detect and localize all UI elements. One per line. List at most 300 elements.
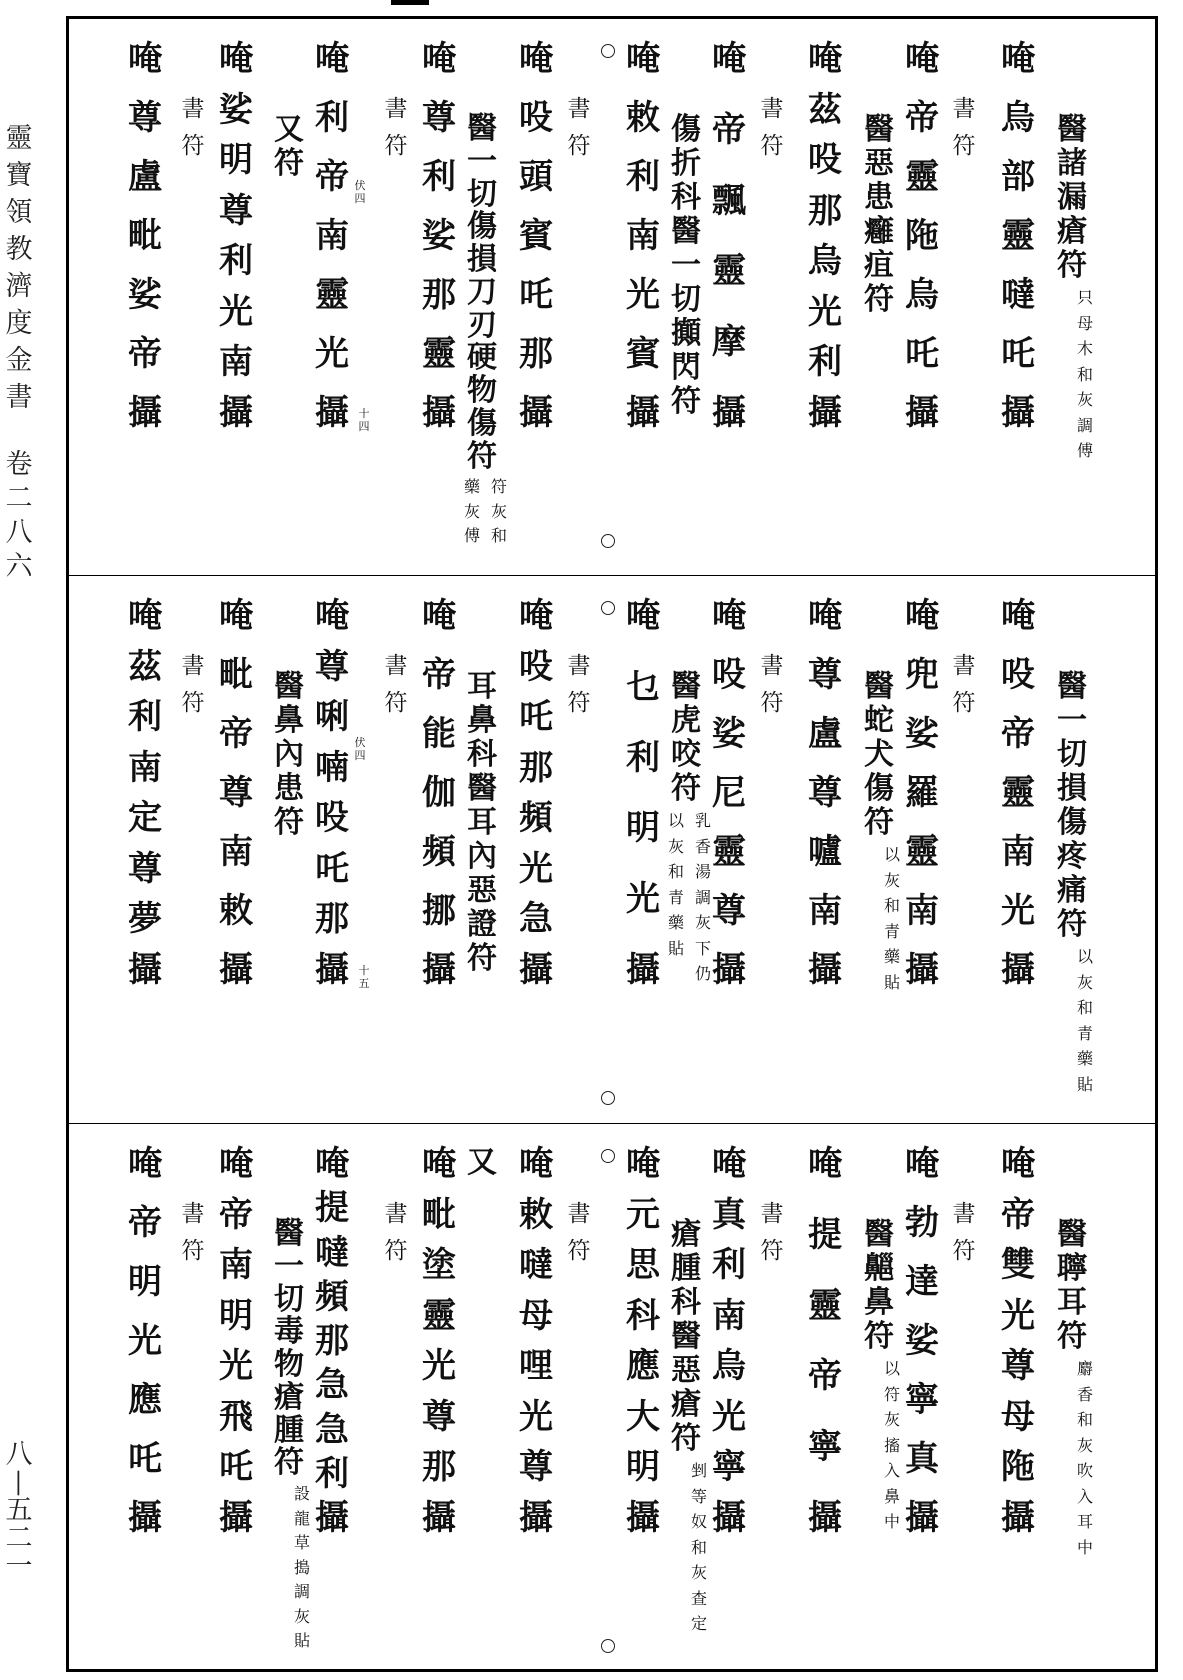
character: 書 [567,653,591,679]
character: 唵 [712,1144,746,1184]
character: 唎 [315,697,349,738]
character: 虎 [671,703,701,738]
character: 符 [760,1238,784,1264]
character: 領 [5,197,33,228]
note-column [695,808,711,987]
character: 醫 [671,214,701,249]
character: 飄 [712,180,746,221]
character: 利 [626,157,660,197]
shufu-column [182,91,205,165]
character: 伏 [354,736,366,749]
mantra-column [128,41,162,431]
character: 靈 [905,832,939,872]
character: 勃 [905,1203,939,1243]
character: 南 [315,216,349,256]
character: 飛 [219,1396,253,1437]
character: 帝 [712,109,746,150]
character: 六 [5,551,33,582]
character: 鼻 [883,1486,901,1506]
note-column [491,475,507,549]
character: 青 [1076,1023,1094,1043]
shufu-column [568,648,591,722]
character: 敕 [219,891,253,931]
note-column [668,808,684,961]
character: 光 [712,1396,746,1437]
character: 吒 [905,334,939,374]
character: 攝 [1001,393,1035,433]
character: 乜 [626,666,660,707]
character: 貼 [667,938,685,958]
character: 明 [626,808,660,849]
character: 灰 [1076,1435,1094,1455]
character: 刀 [467,274,497,310]
character: 符 [467,941,497,976]
character: 切 [274,1281,304,1317]
character: 犬 [864,737,894,772]
character: 明 [128,1262,162,1302]
character: 光 [1001,1295,1035,1336]
character: 八 [5,1439,33,1470]
character: 搗 [293,1557,311,1577]
character: 攝 [219,392,253,433]
character: 草 [293,1533,311,1553]
character: 證 [467,907,497,942]
character: 符 [864,1319,894,1354]
character: 陁 [1001,1447,1035,1488]
character: 攝 [519,949,553,990]
character: 一 [5,1551,33,1582]
character: 帝 [128,1203,162,1243]
character: 唵 [712,596,746,636]
mantra-column [219,1146,253,1536]
character: 明 [219,1295,253,1336]
character: 傷 [467,405,497,441]
character: 夢 [128,899,162,940]
character: 急 [519,899,553,940]
character: 帝 [1001,1194,1035,1235]
character: 提 [315,1188,349,1229]
character: 靈 [422,1295,456,1336]
character: 又 [467,1145,497,1180]
heading-column [1057,1218,1087,1354]
character: 靈 [905,157,939,197]
character: 母 [1001,1396,1035,1437]
character: 瘡 [671,1387,701,1422]
mantra-column [519,598,553,988]
heading-column [1057,113,1087,283]
character: 惡 [467,873,497,908]
character: 那 [422,1447,456,1488]
character: 光 [808,291,842,332]
mantra-column [128,598,162,988]
character: 帝 [219,1194,253,1235]
character: 光 [1001,891,1035,931]
character: 吒 [315,848,349,889]
character: 攝 [626,949,660,990]
character: 攝 [315,949,349,990]
character: 吺 [519,646,553,687]
character: 頻 [519,798,553,839]
character: 貼 [1076,1074,1094,1094]
character: 元 [626,1194,660,1235]
mantra-column [422,41,456,431]
character: 尊 [128,98,162,138]
character: 惡 [671,1353,701,1388]
character: 蛇 [864,703,894,738]
shufu-column [385,1196,408,1270]
character: 兜 [905,655,939,695]
character: 灰 [463,501,481,521]
character: 毗 [422,1194,456,1235]
character: 噠 [315,1232,349,1273]
character: 符 [567,690,591,716]
volume-label [6,448,33,584]
character: 硬 [467,340,497,376]
character: 唵 [219,596,253,636]
character: 攝 [626,393,660,433]
character: 青 [883,921,901,941]
character: 毗 [219,655,253,695]
character: 賓 [519,216,553,256]
mantra-column [219,598,253,988]
shufu-column [568,91,591,165]
character: — [4,1469,35,1497]
character: 和 [1076,1410,1094,1429]
character: 尼 [712,773,746,813]
character: 又 [274,112,304,147]
character: 利 [422,157,456,197]
character: 疼 [1057,839,1087,874]
character: 攝 [219,1497,253,1538]
character: 度 [5,308,33,339]
mantra-column [315,41,349,431]
character: 四 [354,192,366,205]
character: 唵 [219,39,253,79]
character: 符 [567,133,591,159]
character: 切 [671,282,701,317]
character: 閃 [671,350,701,385]
character: 攧 [671,316,701,351]
character: 唵 [315,1144,349,1184]
character: 灰 [1076,972,1094,992]
character: 麝 [1076,1359,1094,1378]
character: 真 [905,1439,939,1479]
character: 南 [219,832,253,872]
character: 唵 [219,1144,253,1184]
character: 灰 [883,1410,901,1429]
character: 攝 [905,1498,939,1538]
character: 靈 [422,334,456,374]
character: 唵 [128,596,162,636]
note-column [294,1482,310,1654]
character: 吺 [519,98,553,138]
character: 吒 [1001,334,1035,374]
character: 符 [567,1238,591,1264]
character: 書 [760,1201,784,1227]
character: 和 [883,896,901,915]
heading-column [864,1218,894,1354]
character: 查 [690,1588,708,1608]
character: 尊 [422,1396,456,1437]
character: 書 [760,96,784,122]
character: 耳 [1076,1512,1094,1531]
shufu-column [953,648,976,722]
character: 藥 [883,947,901,966]
character: 嚧 [808,832,842,872]
character: 利 [626,737,660,778]
character: 娑 [905,1321,939,1361]
character: 思 [626,1245,660,1286]
character: 喃 [315,747,349,788]
heading-column [274,113,304,181]
character: 八 [5,517,33,548]
circle-mark [601,534,615,548]
character: 科 [671,1285,701,1320]
character: 符 [1057,907,1087,942]
character: 唵 [626,596,660,636]
character: 雙 [1001,1245,1035,1286]
character: 南 [712,1295,746,1336]
character: 鼻 [467,703,497,738]
character: 諸 [1057,146,1087,181]
character: 只 [1076,288,1094,307]
character: 挪 [422,891,456,931]
character: 書 [384,96,408,122]
character: 搐 [883,1435,901,1455]
mantra-column [422,1146,456,1536]
character: 瘡 [1057,214,1087,249]
character: 陁 [905,216,939,256]
character: 利 [315,98,349,138]
character: 痛 [1057,873,1087,908]
character: 折 [671,146,701,181]
character: 書 [181,1201,205,1227]
character: 南 [219,342,253,383]
circle-mark [601,1639,615,1653]
character: 急 [315,1409,349,1450]
character: 烏 [808,241,842,282]
character: 切 [467,176,497,212]
character: 傷 [864,771,894,806]
character: 利 [712,1245,746,1286]
character: 娑 [128,275,162,315]
character: 娑 [712,714,746,754]
character: 損 [467,242,497,277]
character: 符 [952,133,976,159]
character: 帝 [1001,714,1035,754]
character: 靈 [808,1285,842,1326]
character: 唵 [519,1144,553,1184]
character: 攝 [128,1498,162,1538]
character: 吒 [519,697,553,738]
character: 書 [384,1201,408,1227]
character: 癰 [864,214,894,249]
character: 烏 [905,275,939,315]
character: 書 [181,96,205,122]
character: 香 [694,836,712,856]
note-column [884,1356,900,1535]
character: 唵 [519,39,553,79]
shufu-column [568,1196,591,1270]
note-column [464,475,480,549]
character: 十 [358,407,370,420]
mantra-column [626,1146,660,1536]
character: 刃 [467,307,497,343]
character: 卷 [5,449,33,480]
note-column [691,1458,707,1637]
character: 傅 [463,526,481,546]
character: 攝 [905,393,939,433]
character: 唵 [626,39,660,79]
character: 哩 [519,1346,553,1387]
mantra-column [626,598,660,988]
character: 唵 [422,39,456,79]
count-mark [359,964,370,990]
character: 和 [490,526,508,546]
character: 盧 [808,714,842,754]
character: 符 [952,690,976,716]
character: 符 [883,1384,901,1404]
mantra-column [808,1146,842,1536]
character: 南 [626,216,660,256]
character: 尊 [519,1447,553,1488]
character: 利 [315,1453,349,1494]
character: 唵 [1001,1144,1035,1184]
character: 乳 [694,811,712,830]
shufu-column [385,648,408,722]
character: 醫 [671,669,701,704]
circle-mark [601,1091,615,1105]
character: 書 [567,96,591,122]
character: 南 [905,891,939,931]
character: 吹 [1076,1461,1094,1480]
character: 帝 [905,98,939,138]
character: 書 [181,653,205,679]
character: 南 [808,891,842,931]
character: 灰 [1076,390,1094,409]
character: 帝 [128,334,162,374]
character: 母 [1076,313,1094,333]
character: 攝 [1001,950,1035,990]
character: 靈 [5,123,33,154]
character: 攝 [712,950,746,990]
character: 醫 [1057,669,1087,704]
character: 南 [128,747,162,788]
character: 患 [274,771,304,806]
character: 符 [181,690,205,716]
character: 唵 [905,596,939,636]
character: 以 [883,845,901,864]
character: 五 [5,1495,33,1526]
character: 攝 [422,1497,456,1538]
character: 仍 [694,964,712,983]
character: 書 [952,96,976,122]
character: 尊 [422,98,456,138]
character: 尊 [128,848,162,889]
note-column [1077,1356,1093,1560]
mantra-column [315,1146,349,1536]
character: 四 [354,749,366,762]
character: 伏 [354,179,366,192]
character: 頻 [315,1276,349,1317]
character: 利 [219,241,253,282]
mantra-column [1001,598,1035,988]
heading-column [467,113,497,473]
character: 等 [690,1486,708,1506]
character: 光 [315,334,349,374]
character: 攝 [1001,1497,1035,1538]
character: 靈 [1001,773,1035,813]
character: 醫 [274,669,304,704]
character: 攝 [219,950,253,990]
character: 剉 [690,1461,708,1480]
mantra-column [808,41,842,431]
character: 尊 [219,773,253,813]
character: 烏 [1001,98,1035,138]
character: 茲 [128,646,162,687]
character: 攝 [315,393,349,433]
character: 光 [128,1321,162,1361]
character: 藥 [463,477,481,497]
character: 濟 [5,271,33,302]
character: 符 [864,282,894,317]
mantra-column [712,598,746,988]
character: 傷 [467,209,497,245]
character: 唵 [128,39,162,79]
character: 書 [760,653,784,679]
shufu-column [182,1196,205,1270]
mantra-column [219,41,253,431]
note-column [1077,285,1093,464]
character: 那 [519,334,553,374]
character: 噠 [1001,275,1035,315]
character: 光 [626,275,660,315]
circle-mark [601,44,615,58]
character: 寧 [712,1447,746,1488]
character: 和 [1076,998,1094,1017]
character: 切 [1057,737,1087,772]
character: 龍 [293,1508,311,1528]
character: 攝 [422,950,456,990]
character: 尊 [808,773,842,813]
character: 符 [274,805,304,840]
character: 漏 [1057,180,1087,215]
character: 和 [1076,364,1094,384]
character: 尊 [219,190,253,231]
book-title [6,120,33,416]
character: 摩 [712,322,746,363]
character: 吒 [519,275,553,315]
character: 符 [181,1238,205,1264]
character: 達 [905,1262,939,1302]
character: 攝 [712,1497,746,1538]
character: 和 [690,1537,708,1557]
character: 貼 [293,1631,311,1651]
shufu-column [953,91,976,165]
character: 帝 [219,714,253,754]
character: 醫 [467,771,497,806]
character: 茲 [808,89,842,130]
character: 損 [1057,771,1087,806]
character: 二 [5,1523,33,1554]
register-panel [69,1123,1155,1669]
character: 唵 [128,1144,162,1184]
character: 書 [384,653,408,679]
character: 提 [808,1214,842,1255]
character: 唵 [808,39,842,79]
heading-column [274,670,304,840]
character: 毗 [128,216,162,256]
